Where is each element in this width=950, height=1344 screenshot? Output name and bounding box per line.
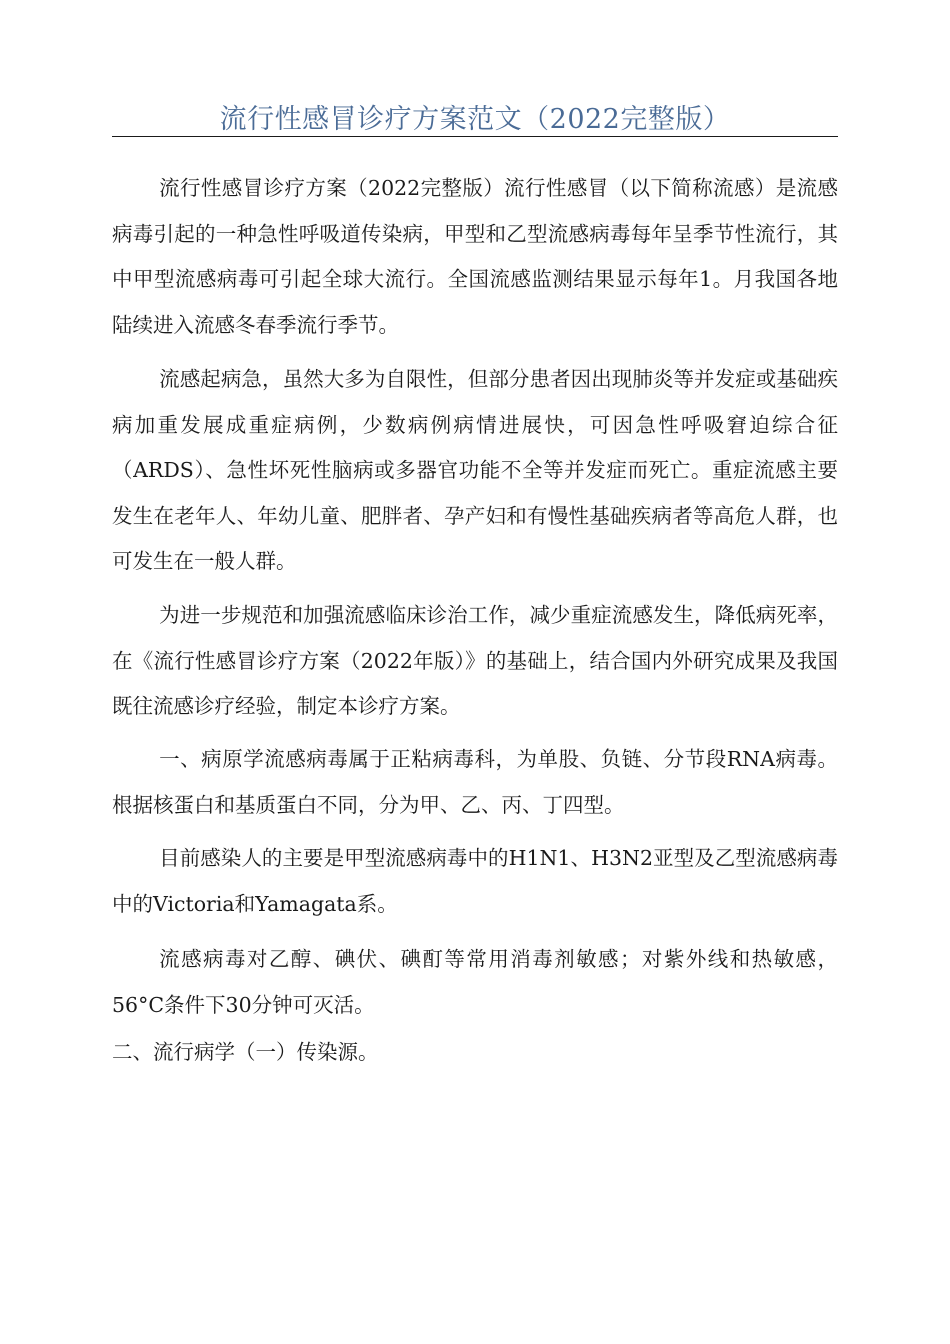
paragraph-severity: 流感起病急，虽然大多为自限性，但部分患者因出现肺炎等并发症或基础疾病加重发展成重症病例，少数病例病情进展快，可因急性呼吸窘迫综合征（ARDS）、急性坏死性脑病或多器官功能不全等并发症而死亡。重症流感主要发生在老年人、年幼儿童、肥胖者、孕产妇和有慢性基础疾病者等高危人群，也可发生在一般人群。: [112, 367, 838, 573]
paragraph-purpose: 为进一步规范和加强流感临床诊治工作，减少重症流感发生，降低病死率，在《流行性感冒诊疗方案（2022年版）》的基础上，结合国内外研究成果及我国既往流感诊疗经验，制定本诊疗方案。: [112, 603, 838, 718]
paragraph-subtypes: 目前感染人的主要是甲型流感病毒中的H1N1、H3N2亚型及乙型流感病毒中的Victoria和Yamagata系。: [112, 846, 838, 916]
paragraph-disinfection: 流感病毒对乙醇、碘伏、碘酊等常用消毒剂敏感；对紫外线和热敏感，56°C条件下30分钟可灭活。: [112, 947, 838, 1017]
paragraph-etiology: 一、病原学流感病毒属于正粘病毒科，为单股、负链、分节段RNA病毒。根据核蛋白和基质蛋白不同，分为甲、乙、丙、丁四型。: [112, 747, 838, 817]
paragraph-intro: 流行性感冒诊疗方案（2022完整版）流行性感冒（以下简称流感）是流感病毒引起的一种急性呼吸道传染病，甲型和乙型流感病毒每年呈季节性流行，其中甲型流感病毒可引起全球大流行。全国流感监测结果显示每年1。月我国各地陆续进入流感冬春季流行季节。: [112, 176, 838, 337]
document-title: 流行性感冒诊疗方案范文（2022完整版）: [219, 104, 731, 135]
title-underline: [112, 136, 838, 137]
section-heading-epidemiology: 二、流行病学（一）传染源。: [112, 1040, 379, 1064]
